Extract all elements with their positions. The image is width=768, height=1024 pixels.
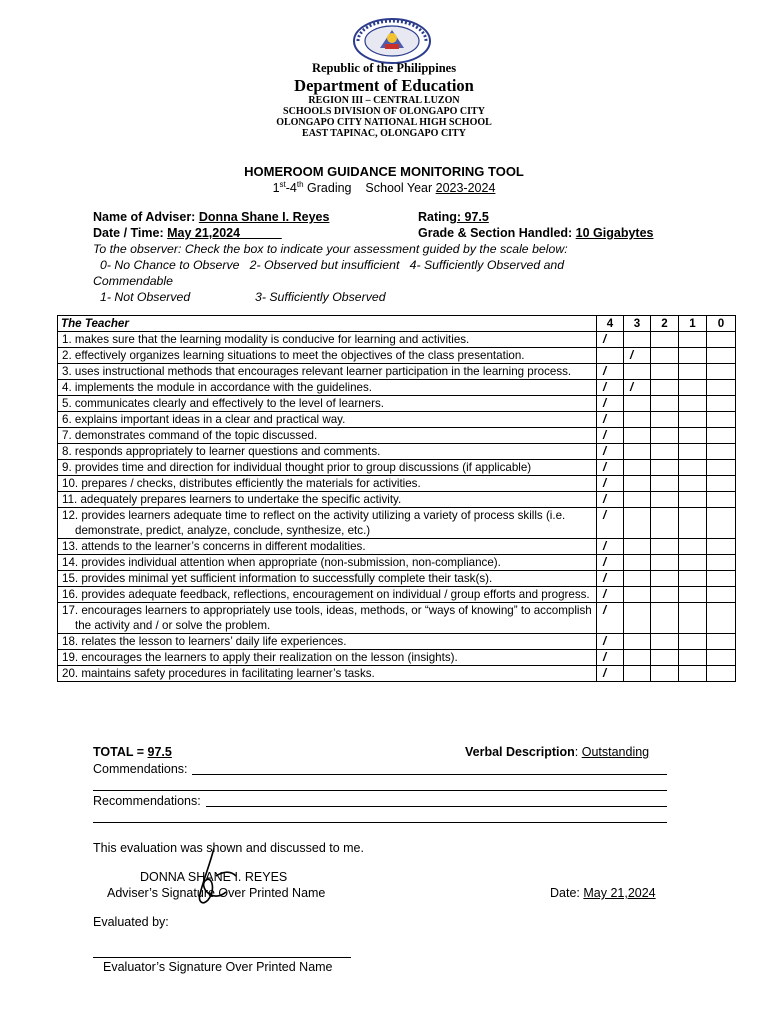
rating-cell-1[interactable]	[679, 539, 707, 555]
table-row	[58, 476, 736, 492]
rating-cell-3[interactable]: /	[624, 348, 651, 364]
criterion-text: 13. attends to the learner’s concerns in different modalities.	[58, 539, 597, 555]
criterion-text: 3. uses instructional methods that encourages relevant learner participation in the learning process.	[58, 364, 597, 380]
rating-cell-0[interactable]	[707, 380, 736, 396]
verbal-description-value: Outstanding	[581, 745, 650, 759]
col-header-2: 2	[651, 316, 679, 332]
grading-line: 1st-4th Grading School Year 2023-2024	[272, 180, 496, 196]
criterion-text: 7. demonstrates command of the topic discussed.	[58, 428, 597, 444]
rating-cell-3[interactable]	[624, 508, 651, 539]
rating-cell-3[interactable]	[624, 364, 651, 380]
criterion-text: 12. provides learners adequate time to reflect on the activity utilizing a variety of process skills (i.e. demonstrate, predict, analyze, conclude, synthesize, etc.)	[58, 508, 597, 539]
address-text: EAST TAPINAC, OLONGAPO CITY	[302, 128, 466, 139]
criterion-text: 10. prepares / checks, distributes efficiently the materials for activities.	[58, 476, 597, 492]
rating-cell-2[interactable]	[651, 332, 679, 348]
rating-cell-2[interactable]	[651, 571, 679, 587]
rating-cell-4[interactable]: /	[597, 332, 624, 348]
table-row	[58, 555, 736, 571]
table-row	[58, 380, 736, 396]
acknowledgement-text: This evaluation was shown and discussed to me.	[93, 841, 364, 855]
table-row	[58, 444, 736, 460]
rating-cell-4[interactable]: /	[597, 650, 624, 666]
rating-cell-2[interactable]	[651, 364, 679, 380]
evaluator-signature-line	[93, 957, 351, 958]
evaluated-by-label: Evaluated by:	[93, 915, 169, 929]
rating-cell-0[interactable]	[707, 587, 736, 603]
rating-cell-3[interactable]: /	[624, 380, 651, 396]
criterion-text: 5. communicates clearly and effectively to the level of learners.	[58, 396, 597, 412]
rating-cell-1[interactable]	[679, 412, 707, 428]
table-row	[58, 428, 736, 444]
rating-cell-2[interactable]	[651, 666, 679, 682]
rating-cell-2[interactable]	[651, 508, 679, 539]
rating-cell-3[interactable]	[624, 428, 651, 444]
rating-cell-0[interactable]	[707, 364, 736, 380]
rating-cell-4[interactable]: /	[597, 412, 624, 428]
rating-cell-0[interactable]	[707, 603, 736, 634]
scale-line-2: Commendable	[93, 274, 173, 288]
rating-cell-2[interactable]	[651, 603, 679, 634]
rating-cell-0[interactable]	[707, 555, 736, 571]
rating-cell-0[interactable]	[707, 348, 736, 364]
rating-cell-4[interactable]: /	[597, 508, 624, 539]
rating-cell-4[interactable]	[597, 348, 624, 364]
criterion-text: 8. responds appropriately to learner questions and comments.	[58, 444, 597, 460]
rating-cell-2[interactable]	[651, 412, 679, 428]
table-row	[58, 412, 736, 428]
rating-cell-1[interactable]	[679, 396, 707, 412]
date-field: Date / Time: May 21,2024	[93, 226, 282, 240]
rating-cell-2[interactable]	[651, 587, 679, 603]
table-row	[58, 332, 736, 348]
rating-cell-1[interactable]	[679, 348, 707, 364]
rating-cell-0[interactable]	[707, 460, 736, 476]
rating-cell-1[interactable]	[679, 571, 707, 587]
total-value: 97.5	[147, 745, 172, 759]
table-row	[58, 666, 736, 682]
evaluation-table	[57, 315, 736, 682]
rating-cell-2[interactable]	[651, 444, 679, 460]
recommendations-label: Recommendations:	[93, 794, 201, 808]
rating-cell-2[interactable]	[651, 396, 679, 412]
rating-cell-2[interactable]	[651, 492, 679, 508]
school-text: OLONGAPO CITY NATIONAL HIGH SCHOOL	[276, 117, 492, 128]
rating-cell-3[interactable]	[624, 476, 651, 492]
region-text: REGION III – CENTRAL LUZON	[308, 95, 460, 106]
grade-section-value: 10 Gigabytes	[575, 226, 654, 240]
criterion-text: 18. relates the lesson to learners’ daily life experiences.	[58, 634, 597, 650]
rating-cell-2[interactable]	[651, 539, 679, 555]
rating-cell-4[interactable]: /	[597, 634, 624, 650]
criterion-text: 6. explains important ideas in a clear and practical way.	[58, 412, 597, 428]
rating-cell-2[interactable]	[651, 348, 679, 364]
rating-cell-1[interactable]	[679, 332, 707, 348]
rating-cell-1[interactable]	[679, 460, 707, 476]
rating-cell-1[interactable]	[679, 444, 707, 460]
rating-field: Rating: 97.5	[418, 210, 489, 224]
rating-cell-0[interactable]	[707, 476, 736, 492]
division-text: SCHOOLS DIVISION OF OLONGAPO CITY	[283, 106, 485, 117]
republic-text: Republic of the Philippines	[311, 61, 457, 75]
rating-cell-2[interactable]	[651, 460, 679, 476]
scale-sufficiently-observed: 3- Sufficiently Observed	[255, 290, 386, 304]
rating-cell-1[interactable]	[679, 380, 707, 396]
rating-cell-3[interactable]	[624, 666, 651, 682]
rating-cell-0[interactable]	[707, 396, 736, 412]
rating-cell-4[interactable]: /	[597, 364, 624, 380]
commendations-line-2	[93, 790, 667, 791]
rating-cell-4[interactable]: /	[597, 380, 624, 396]
rating-cell-2[interactable]	[651, 380, 679, 396]
rating-cell-4[interactable]: /	[597, 444, 624, 460]
rating-cell-2[interactable]	[651, 555, 679, 571]
date-value: May 21,2024	[167, 226, 282, 240]
rating-cell-1[interactable]	[679, 666, 707, 682]
rating-cell-0[interactable]	[707, 634, 736, 650]
rating-value: : 97.5	[456, 210, 489, 224]
table-row	[58, 396, 736, 412]
criterion-text: 11. adequately prepares learners to undertake the specific activity.	[58, 492, 597, 508]
rating-cell-0[interactable]	[707, 650, 736, 666]
rating-cell-1[interactable]	[679, 476, 707, 492]
rating-cell-4[interactable]: /	[597, 539, 624, 555]
rating-cell-3[interactable]	[624, 396, 651, 412]
rating-cell-3[interactable]	[624, 587, 651, 603]
rating-cell-4[interactable]: /	[597, 492, 624, 508]
rating-cell-1[interactable]	[679, 603, 707, 634]
rating-cell-0[interactable]	[707, 508, 736, 539]
recommendations-line-1	[206, 806, 667, 807]
evaluator-signature-label: Evaluator’s Signature Over Printed Name	[103, 960, 333, 974]
rating-cell-1[interactable]	[679, 364, 707, 380]
table-header-row	[58, 316, 736, 332]
table-row	[58, 492, 736, 508]
department-title: Department of Education	[294, 76, 474, 95]
rating-cell-1[interactable]	[679, 508, 707, 539]
rating-cell-1[interactable]	[679, 555, 707, 571]
rating-cell-3[interactable]	[624, 460, 651, 476]
rating-cell-0[interactable]	[707, 666, 736, 682]
rating-cell-3[interactable]	[624, 603, 651, 634]
table-row	[58, 603, 736, 634]
rating-cell-3[interactable]	[624, 444, 651, 460]
adviser-printed-name: DONNA SHANE I. REYES	[140, 870, 288, 884]
criterion-text: 2. effectively organizes learning situations to meet the objectives of the class presentation.	[58, 348, 597, 364]
rating-cell-2[interactable]	[651, 634, 679, 650]
form-title: HOMEROOM GUIDANCE MONITORING TOOL	[244, 164, 524, 179]
rating-cell-1[interactable]	[679, 428, 707, 444]
commendations-label: Commendations:	[93, 762, 188, 776]
criterion-text: 4. implements the module in accordance with the guidelines.	[58, 380, 597, 396]
col-header-1: 1	[679, 316, 707, 332]
instructions-line-1: To the observer: Check the box to indicate your assessment guided by the scale below:	[93, 242, 568, 256]
rating-cell-0[interactable]	[707, 428, 736, 444]
signature-date-field: Date: May 21,2024	[550, 886, 656, 900]
col-header-0: 0	[707, 316, 736, 332]
criterion-text: 1. makes sure that the learning modality is conducive for learning and activities.	[58, 332, 597, 348]
rating-cell-2[interactable]	[651, 428, 679, 444]
rating-cell-1[interactable]	[679, 650, 707, 666]
signature-date-value: May 21,2024	[583, 886, 656, 900]
rating-cell-4[interactable]: /	[597, 428, 624, 444]
rating-cell-4[interactable]: /	[597, 603, 624, 634]
rating-cell-4[interactable]: /	[597, 476, 624, 492]
table-row	[58, 587, 736, 603]
table-row	[58, 348, 736, 364]
recommendations-line-2	[93, 822, 667, 823]
rating-cell-0[interactable]	[707, 332, 736, 348]
rating-cell-0[interactable]	[707, 492, 736, 508]
rating-cell-3[interactable]	[624, 555, 651, 571]
rating-cell-2[interactable]	[651, 476, 679, 492]
rating-cell-1[interactable]	[679, 587, 707, 603]
rating-cell-3[interactable]	[624, 539, 651, 555]
teacher-column-header: The Teacher	[58, 316, 597, 332]
table-row	[58, 460, 736, 476]
criterion-text: 9. provides time and direction for individual thought prior to group discussions (if applicable)	[58, 460, 597, 476]
criterion-text: 16. provides adequate feedback, reflections, encouragement on individual / group efforts and progress.	[58, 587, 597, 603]
table-row	[58, 364, 736, 380]
grade-section-field: Grade & Section Handled: 10 Gigabytes	[418, 226, 654, 240]
rating-cell-4[interactable]: /	[597, 571, 624, 587]
criterion-text: 19. encourages the learners to apply their realization on the lesson (insights).	[58, 650, 597, 666]
rating-cell-2[interactable]	[651, 650, 679, 666]
criterion-text: 15. provides minimal yet sufficient information to successfully complete their task(s).	[58, 571, 597, 587]
rating-cell-3[interactable]	[624, 332, 651, 348]
table-row	[58, 650, 736, 666]
criterion-text: 17. encourages learners to appropriately use tools, ideas, methods, or “ways of knowing” to accomplish the activity and / or solve the problem.	[58, 603, 597, 634]
rating-cell-4[interactable]: /	[597, 587, 624, 603]
rating-cell-1[interactable]	[679, 634, 707, 650]
col-header-4: 4	[597, 316, 624, 332]
adviser-name-value: Donna Shane I. Reyes	[198, 210, 330, 224]
adviser-signature-label: Adviser’s Signature Over Printed Name	[107, 886, 326, 900]
table-row	[58, 539, 736, 555]
rating-cell-4[interactable]: /	[597, 396, 624, 412]
rating-cell-0[interactable]	[707, 412, 736, 428]
verbal-description-field: Verbal Description: Outstanding	[465, 745, 650, 759]
rating-cell-4[interactable]: /	[597, 555, 624, 571]
table-row	[58, 634, 736, 650]
rating-cell-0[interactable]	[707, 444, 736, 460]
scale-line-1: 0- No Chance to Observe 2- Observed but insufficient 4- Sufficiently Observed and	[100, 258, 565, 272]
rating-cell-1[interactable]	[679, 492, 707, 508]
criterion-text: 14. provides individual attention when appropriate (non-submission, non-compliance).	[58, 555, 597, 571]
rating-cell-3[interactable]	[624, 492, 651, 508]
deped-seal-logo	[352, 18, 432, 64]
rating-cell-4[interactable]: /	[597, 460, 624, 476]
rating-cell-0[interactable]	[707, 539, 736, 555]
rating-cell-4[interactable]: /	[597, 666, 624, 682]
rating-cell-3[interactable]	[624, 650, 651, 666]
adviser-field: Name of Adviser: Donna Shane I. Reyes	[93, 210, 330, 224]
scale-not-observed: 1- Not Observed	[100, 290, 191, 304]
table-row	[58, 508, 736, 539]
col-header-3: 3	[624, 316, 651, 332]
rating-cell-3[interactable]	[624, 634, 651, 650]
criterion-text: 20. maintains safety procedures in facilitating learner’s tasks.	[58, 666, 597, 682]
rating-cell-3[interactable]	[624, 412, 651, 428]
table-row	[58, 571, 736, 587]
rating-cell-3[interactable]	[624, 571, 651, 587]
rating-cell-0[interactable]	[707, 571, 736, 587]
commendations-line-1	[192, 774, 667, 775]
total-field: TOTAL = 97.5	[93, 745, 172, 759]
